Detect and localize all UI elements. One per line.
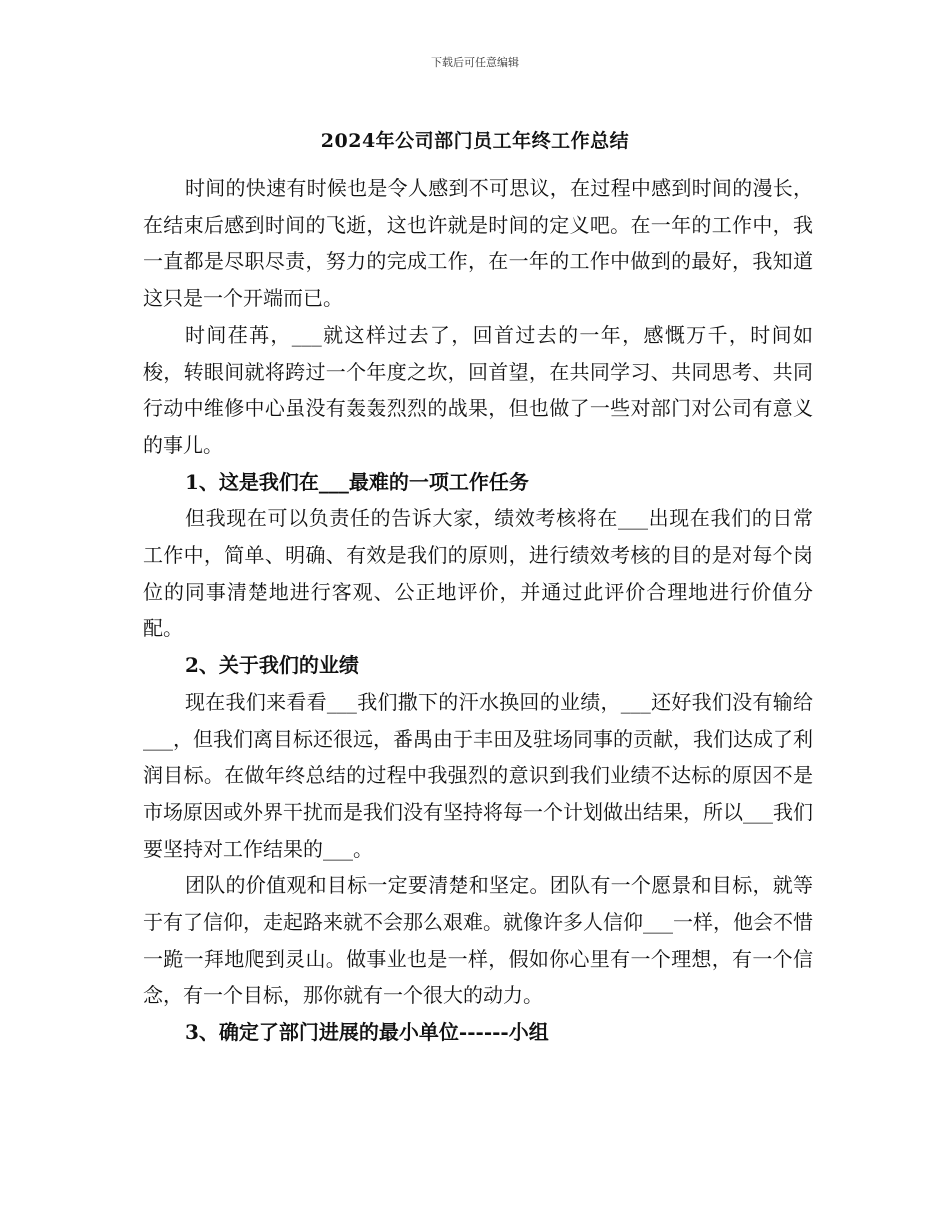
paragraph-team-values: 团队的价值观和目标一定要清楚和坚定。团队有一个愿景和目标，就等于有了信仰，走起路来就不会那么艰难。就像许多人信仰___一样，他会不惜一跪一拜地爬到灵山。做事业也是一样，假如你心里有一个理想，有一个信念，有一个目标，那你就有一个很大的动力。 — [143, 873, 813, 1008]
section-heading-1: 1、这是我们在___最难的一项工作任务 — [185, 469, 529, 494]
document-body — [143, 170, 813, 1051]
paragraph-results: 现在我们来看看___我们撒下的汗水换回的业绩，___还好我们没有输给___，但我们离目标还很远，番禺由于丰田及驻场同事的贡献，我们达成了利润目标。在做年终总结的过程中我强烈的意识到我们业绩不达标的原因不是市场原因或外界干扰而是我们没有坚持将每一个计划做出结果，所以___我们要坚持对工作结果的___。 — [143, 689, 813, 861]
header-note: 下载后可任意编辑 — [431, 56, 519, 69]
paragraph-time-intro: 时间的快速有时候也是令人感到不可思议，在过程中感到时间的漫长，在结束后感到时间的飞逝，这也许就是时间的定义吧。在一年的工作中，我一直都是尽职尽责，努力的完成工作，在一年的工作中做到的最好，我知道这只是一个开端而已。 — [143, 176, 813, 311]
paragraph-performance-review: 但我现在可以负责任的告诉大家，绩效考核将在___出现在我们的日常工作中，简单、明确、有效是我们的原则，进行绩效考核的目的是对每个岗位的同事清楚地进行客观、公正地评价，并通过此评价合理地进行价值分配。 — [143, 506, 813, 641]
section-heading-2: 2、关于我们的业绩 — [185, 653, 359, 678]
document-title: 2024年公司部门员工年终工作总结 — [320, 130, 630, 152]
paragraph-year-review: 时间荏苒，___就这样过去了，回首过去的一年，感慨万千，时间如梭，转眼间就将跨过一个年度之坎，回首望，在共同学习、共同思考、共同行动中维修中心虽没有轰轰烈烈的战果，但也做了一些对部门对公司有意义的事儿。 — [143, 322, 813, 457]
section-heading-3: 3、确定了部门进展的最小单位------小组 — [185, 1020, 549, 1045]
